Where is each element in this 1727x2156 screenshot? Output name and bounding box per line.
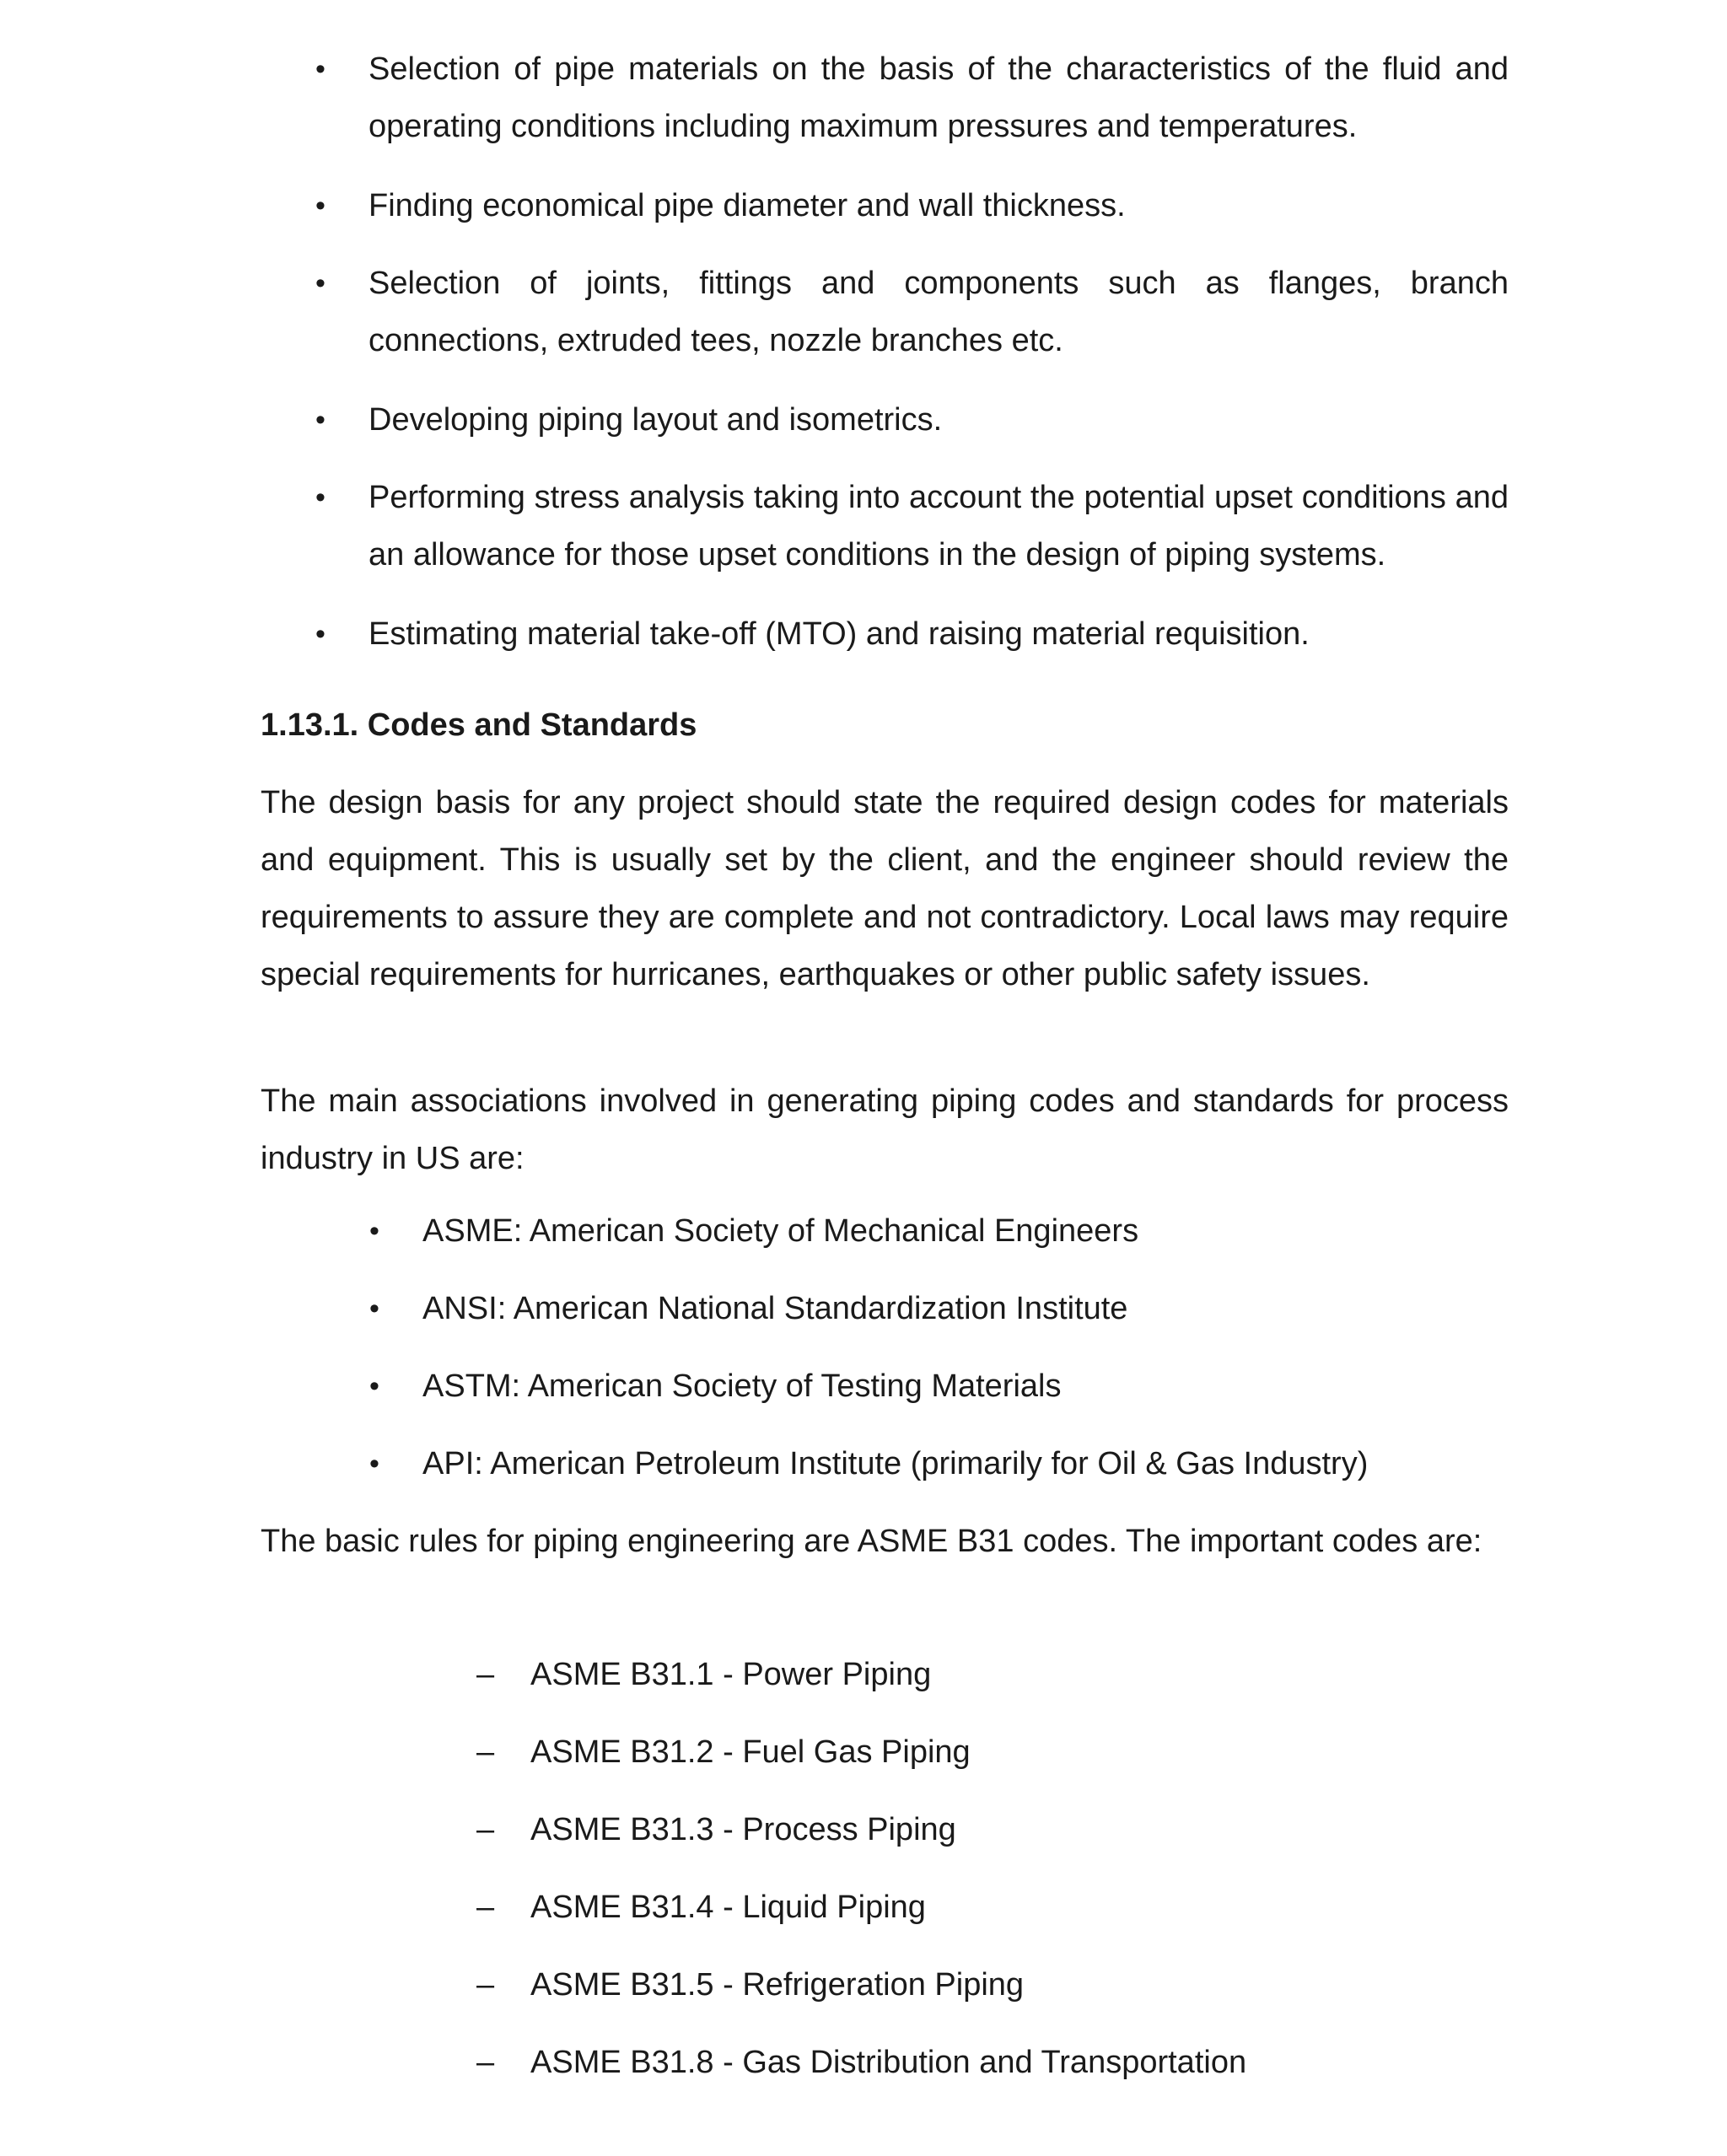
bullet-marker: •	[315, 404, 325, 436]
bullet-marker: •	[369, 1215, 379, 1247]
dash-marker: –	[476, 2045, 495, 2080]
code-text: ASME B31.2 - Fuel Gas Piping	[530, 1734, 971, 1770]
dash-marker: –	[476, 1657, 495, 1692]
bullet-marker: •	[315, 481, 325, 513]
paragraph-design-basis: The design basis for any project should state the required design codes for materials and equipment. This is usually set by the client, and the engineer should review the requirements to assure they are complete and not contradictory. Local laws may require special requirements for hurricanes, earthquakes or other public safety issues.	[261, 785, 1509, 992]
dash-marker: –	[476, 1967, 495, 2003]
bullet-text: Estimating material take-off (MTO) and raising material requisition.	[369, 616, 1310, 652]
bullet-marker: •	[369, 1448, 379, 1480]
dash-marker: –	[476, 1812, 495, 1847]
paragraph-codes-intro: The basic rules for piping engineering are ASME B31 codes. The important codes are:	[261, 1524, 1482, 1559]
bullet-text: Performing stress analysis taking into account the potential upset conditions and an allowance for those upset conditions in the design of piping systems.	[369, 480, 1509, 573]
bullet-marker: •	[315, 190, 325, 222]
code-text: ASME B31.8 - Gas Distribution and Transportation	[530, 2045, 1247, 2080]
bullet-text: Selection of pipe materials on the basis of the characteristics of the fluid and operating conditions including maximum pressures and temperatures.	[369, 51, 1509, 144]
code-text: ASME B31.4 - Liquid Piping	[530, 1890, 926, 1925]
bullet-text: Developing piping layout and isometrics.	[369, 402, 943, 438]
association-text: ANSI: American National Standardization Institute	[422, 1291, 1128, 1326]
bullet-text: Selection of joints, fittings and components such as flanges, branch connections, extruded tees, nozzle branches etc.	[369, 266, 1509, 358]
code-text: ASME B31.3 - Process Piping	[530, 1812, 956, 1847]
code-text: ASME B31.1 - Power Piping	[530, 1657, 932, 1692]
bullet-marker: •	[315, 267, 325, 299]
association-text: ASTM: American Society of Testing Materials	[422, 1368, 1062, 1404]
bullet-marker: •	[315, 53, 325, 85]
bullet-text: Finding economical pipe diameter and wall thickness.	[369, 188, 1126, 223]
section-heading: 1.13.1. Codes and Standards	[261, 707, 697, 743]
code-text: ASME B31.5 - Refrigeration Piping	[530, 1967, 1025, 2003]
bullet-marker: •	[369, 1293, 379, 1325]
dash-marker: –	[476, 1734, 495, 1770]
association-text: ASME: American Society of Mechanical Engineers	[422, 1213, 1139, 1249]
dash-marker: –	[476, 1890, 495, 1925]
bullet-marker: •	[315, 618, 325, 650]
bullet-marker: •	[369, 1370, 379, 1402]
paragraph-associations-intro: The main associations involved in generating piping codes and standards for process industry in US are:	[261, 1083, 1509, 1176]
association-text: API: American Petroleum Institute (primarily for Oil & Gas Industry)	[422, 1446, 1369, 1481]
